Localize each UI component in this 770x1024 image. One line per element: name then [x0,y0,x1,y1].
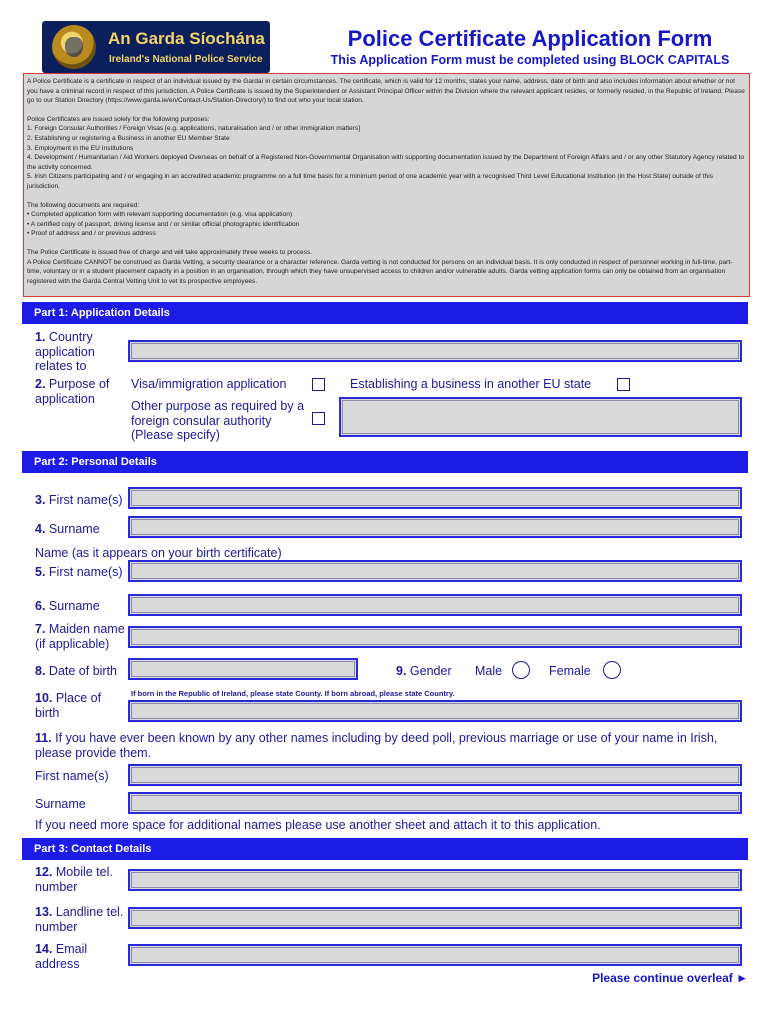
maiden-name-input[interactable] [128,626,742,648]
garda-crest-icon [52,25,96,69]
visa-option-label: Visa/immigration application [131,377,287,391]
logo-subtitle: Ireland's National Police Service [109,54,263,65]
purpose-item: 1. Foreign Consular Authorities / Foreign Visas [e.g. applications, naturalisation and / or other immigration matters] [27,125,361,133]
business-option-label: Establishing a business in another EU state [350,377,592,391]
date-of-birth-input[interactable] [128,658,358,680]
q14-label: 14. Email address [35,942,88,971]
q2-label: 2. Purpose of application [35,377,110,406]
other-first-name-label: First name(s) [35,769,109,783]
place-of-birth-input[interactable] [128,700,742,722]
form-subtitle: This Application Form must be completed using BLOCK CAPITALS [330,53,730,67]
information-box [23,73,750,297]
q10-label: 10. Place of birth [35,691,102,720]
part2-header: Part 2: Personal Details [22,451,748,473]
q6-label: 6. Surname [35,599,100,613]
document-item: • Proof of address and / or previous address [27,230,156,238]
female-radio[interactable] [603,661,621,679]
q13-label: 13. Landline tel. number [35,905,124,934]
other-purpose-label: Other purpose as required by a foreign consular authority (Please specify) [131,399,305,442]
document-item: • A certified copy of passport, driving license and / or similar official photographic identification [27,220,300,228]
purposes-heading: Police Certificates are issued solely for the following purposes: [27,115,210,123]
other-purpose-checkbox[interactable] [312,412,325,425]
processing-note: The Police Certificate is issued free of charge and will take approximately three weeks to process. [27,248,313,256]
female-label: Female [549,664,591,678]
mobile-input[interactable] [128,869,742,891]
purpose-item: 3. Employment in the EU Institutions [27,144,134,152]
other-surname-input[interactable] [128,792,742,814]
birth-surname-input[interactable] [128,594,742,616]
visa-checkbox[interactable] [312,378,325,391]
q5-label: 5. First name(s) [35,565,123,579]
part3-header: Part 3: Contact Details [22,838,748,860]
other-surname-label: Surname [35,797,86,811]
continue-overleaf: Please continue overleaf ► [592,971,748,985]
info-intro: A Police Certificate is a certificate in respect of an individual issued by the Gardaí in certain circumstances. The certificate, which is valid for 12 months, states your name, address, date of birth and also includes information about whether or not you have a criminal record in respect of this jurisdiction. A Police Certificate is issued by the Superintendent or Assistant Principal Officer within the Division where the relevant applicant resides, or formerly resided, in the Republic of Ireland. Please go to our Station Directory (https://www.garda.ie/en/Contact-Us/Station-Directory/) to find out who your local station. [27,78,745,105]
form-title: Police Certificate Application Form [347,26,713,51]
q1-label: 1. Country application relates to [35,330,95,373]
q8-label: 8. Date of birth [35,664,118,678]
surname-input[interactable] [128,516,742,538]
q12-label: 12. Mobile tel. number [35,865,113,894]
other-first-name-input[interactable] [128,764,742,786]
q11-label: 11. If you have ever been known by any other names including by deed poll, previous marriage or use of your name in Irish, please provide them. [35,731,718,760]
purpose-item: 4. Development / Humanitarian / Aid Workers deployed Overseas on behalf of a Registered Non-Governmental Organisation with supporting documentation issued by the Department of Foreign Affairs and / or any other Statutory Agency related to the activity concerned. [27,154,745,171]
document-item: • Completed application form with relevant supporting documentation (e.g. visa application) [27,211,293,219]
place-of-birth-note: If born in the Republic of Ireland, please state County. If born abroad, please state Country. [131,689,455,698]
purpose-item: 2. Establishing or registering a Business in another EU Member State [27,134,230,142]
q3-label: 3. First name(s) [35,493,123,507]
logo-title: An Garda Síochána [108,29,265,48]
q7-label: 7. Maiden name (if applicable) [35,622,125,651]
other-purpose-input[interactable] [339,397,742,437]
q4-label: 4. Surname [35,522,100,536]
purpose-item: 5. Irish Citizens participating and / or engaging in an accredited academic programme on a full time basis for a minimum period of one academic year with a recognised Third Level Educational Institution (in the Host State) outside of this jurisdiction. [27,173,713,190]
birth-cert-note: Name (as it appears on your birth certificate) [35,546,282,560]
q9-label: 9. Gender [396,664,452,678]
garda-logo [42,21,270,73]
male-radio[interactable] [512,661,530,679]
more-space-note: If you need more space for additional names please use another sheet and attach it to this application. [35,818,601,832]
country-input[interactable] [128,340,742,362]
birth-first-name-input[interactable] [128,560,742,582]
part1-header: Part 1: Application Details [22,302,748,324]
first-name-input[interactable] [128,487,742,509]
male-label: Male [475,664,503,678]
business-checkbox[interactable] [617,378,630,391]
vetting-note: A Police Certificate CANNOT be construed as Garda Vetting, a security clearance or a character reference. Garda vetting is not conducted for persons on an individual basis. It is only conducted in respect of personnel working in full-time, part-time, voluntary or in a student placement capacity in a position in an organisation, through which they have unsupervised access to children and/or vulnerable adults. Garda vetting application forms can only be obtained from an organisation registered with the Garda Central Vetting Unit to vet its prospective employees. [27,258,733,285]
email-input[interactable] [128,944,742,966]
landline-input[interactable] [128,907,742,929]
documents-heading: The following documents are required: [27,201,140,209]
